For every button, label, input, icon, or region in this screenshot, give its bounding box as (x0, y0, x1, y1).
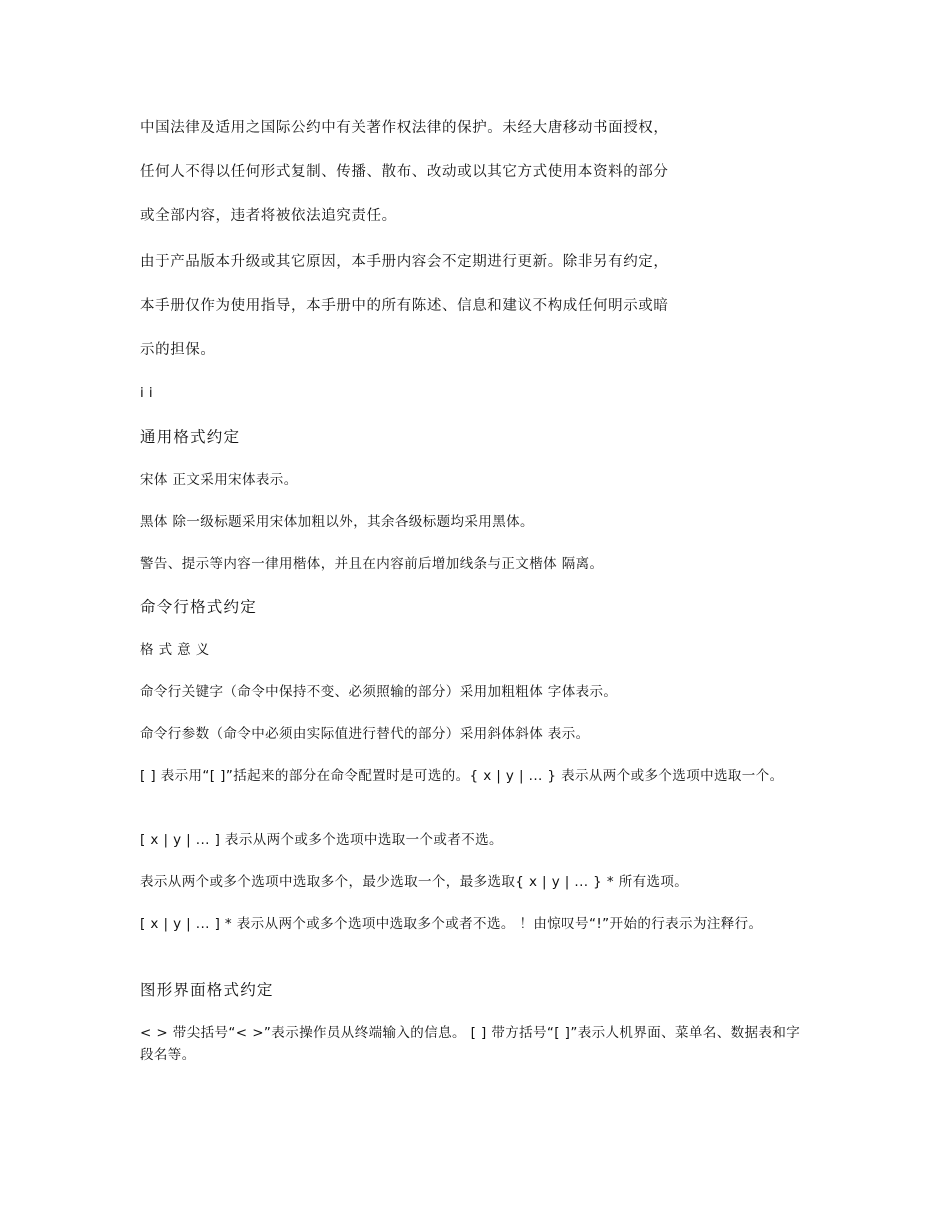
general-format-item: 宋体 正文采用宋体表示。 (140, 472, 298, 488)
command-format-item: 表示从两个或多个选项中选取多个，最少选取一个，最多选取{ x | y | ... } * 所有选项。 (140, 874, 689, 890)
command-format-item: [ x | y | ... ] * 表示从两个或多个选项中选取多个或者不选。 ！由惊叹号“!”开始的行表示为注释行。 (140, 916, 763, 932)
gui-format-item: < > 带尖括号“< >”表示操作员从终端输入的信息。 [ ] 带方括号“[ ]”表示人机界面、菜单名、数据表和字段名等。 (140, 1025, 801, 1063)
page-number: i i (140, 385, 153, 401)
general-format-item: 警告、提示等内容一律用楷体，并且在内容前后增加线条与正文楷体 隔离。 (140, 556, 604, 572)
command-format-item: [ x | y | ... ] 表示从两个或多个选项中选取一个或者不选。 (140, 832, 503, 848)
copyright-line-3: 或全部内容，违者将被依法追究责任。 (140, 208, 397, 224)
command-format-item: [ ] 表示用“[ ]”括起来的部分在命令配置时是可选的。{ x | y | ... } 表示从两个或多个选项中选取一个。 (140, 768, 784, 784)
command-format-heading: 命令行格式约定 (140, 598, 257, 616)
copyright-line-1: 中国法律及适用之国际公约中有关著作权法律的保护。未经大唐移动书面授权， (140, 120, 669, 136)
gui-format-heading: 图形界面格式约定 (140, 981, 274, 999)
command-format-item: 命令行参数（命令中必须由实际值进行替代的部分）采用斜体斜体 表示。 (140, 726, 590, 742)
command-format-item: 命令行关键字（命令中保持不变、必须照输的部分）采用加粗粗体 字体表示。 (140, 684, 618, 700)
command-format-table-header: 格 式 意 义 (140, 642, 210, 658)
disclaimer-line-3: 示的担保。 (140, 342, 216, 358)
copyright-line-2: 任何人不得以任何形式复制、传播、散布、改动或以其它方式使用本资料的部分 (140, 164, 669, 180)
general-format-heading: 通用格式约定 (140, 428, 241, 446)
general-format-item: 黑体 除一级标题采用宋体加粗以外，其余各级标题均采用黑体。 (140, 514, 534, 530)
disclaimer-line-2: 本手册仅作为使用指导，本手册中的所有陈述、信息和建议不构成任何明示或暗 (140, 298, 669, 314)
disclaimer-line-1: 由于产品版本升级或其它原因，本手册内容会不定期进行更新。除非另有约定， (140, 254, 669, 270)
